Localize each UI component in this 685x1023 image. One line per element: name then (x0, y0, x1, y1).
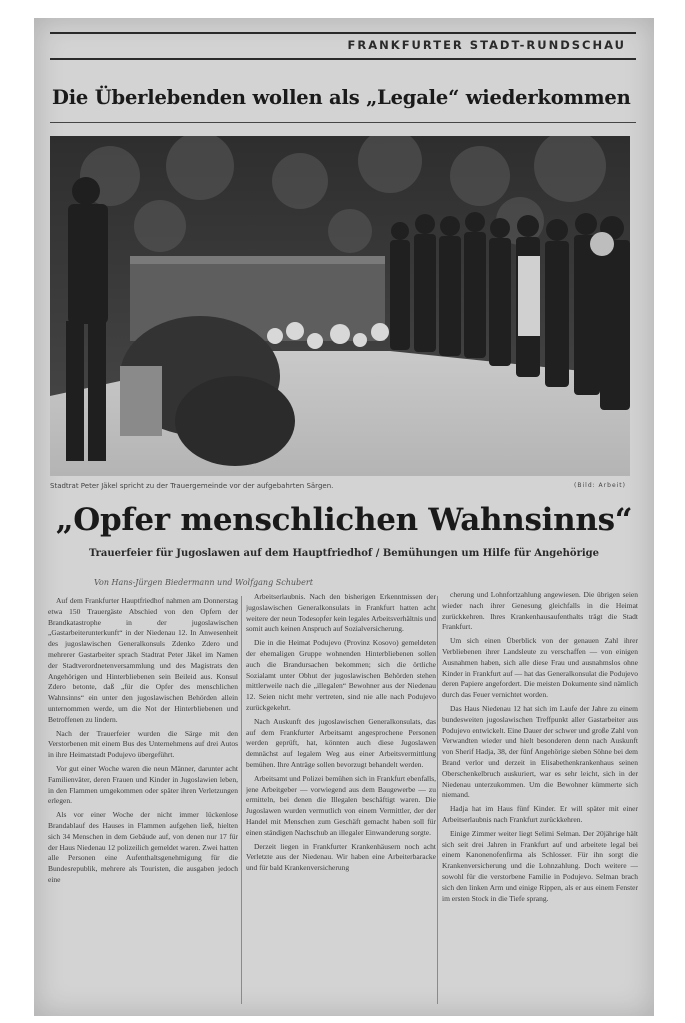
column-separator (437, 596, 438, 1004)
subheadline: Trauerfeier für Jugoslawen auf dem Hauptfriedhof / Bemühungen um Hilfe für Angehörige (88, 548, 600, 559)
paragraph: cherung und Lohnfortzahlung angewiesen. Die übrigen seien wieder nach ihrer Genesung gleichfalls in die Heimat zurückkehren. Ihres Krankenhausaufenthalts trägt die Stadt Frankfurt. (442, 590, 638, 632)
caption-text: Stadtrat Peter Jäkel spricht zu der Trauergemeinde vor der aufgebahrten Särgen. (50, 482, 334, 490)
article-column-2 (246, 592, 436, 1002)
masthead-title: FRANKFURTER STADT-RUNDSCHAU (347, 38, 626, 52)
paragraph: Einige Zimmer weiter liegt Selimi Selman. Der 20jährige hält sich seit drei Jahren in Frankfurt auf und arbeitete legal bei einem Kanonenofenfirma als Schlosser. Für ihn sorgt die Krankenversicherung und die Lohnzahlung. Doch weitere — sowohl für die verstorbene Familie in Podujevo. Selman brach sich den linken Arm und einige Rippen, als er aus einem Fenster im ersten Stock in die Tiefe sprang. (442, 828, 638, 903)
paragraph: Hadja hat im Haus fünf Kinder. Er will später mit einer Arbeitserlaubnis nach Frankfurt zurückkehren. (442, 804, 638, 824)
paragraph: Um sich einen Überblick von der genauen Zahl ihrer Verbliebenen ihrer Landsleute zu verschaffen — von einigen Ausnahmen haben, sich alle diese Frau und ausnahmslos ohne Kinder in Frankfurt auf — hat das Generalkonsulat die Podujevo deren Papiere angefordert. Die meisten Dokumente sind nämlich durch das Feuer vernichtet worden. (442, 636, 638, 700)
paragraph: Nach der Trauerfeier wurden die Särge mit den Verstorbenen mit einem Bus des Unternehmens auf drei Autos in ihre Heimatstadt Podujevo übergeführt. (48, 728, 238, 760)
paragraph: Derzeit liegen in Frankfurter Krankenhäusern noch acht Verletzte aus der Niedenau. Wir haben eine Arbeiterbaracke und für bald Krankenversicherung (246, 841, 436, 873)
newspaper-clipping (34, 18, 654, 1016)
main-headline: „Opfer menschlichen Wahnsinns“ (55, 502, 633, 538)
article-column-1 (48, 596, 238, 1006)
column-separator (241, 596, 242, 1004)
paragraph: Als vor einer Woche der nicht immer lückenlose Brandablauf des Hauses in Flammen aufgehen ließ, hielten sich 34 Menschen in dem Gebäude auf, von denen nur 17 für der Haus Niedenau 12 polizeilich gemeldet waren. Zwei hatten alle Personen eine Aufenthaltsgenehmigung für die Bundesrepublik, mehrere als Touristen, die ausgaben jedoch eine (48, 810, 238, 884)
byline: Von Hans-Jürgen Biedermann und Wolfgang Schubert (94, 578, 313, 587)
top-headline: Die Überlebenden wollen als „Legale“ wiederkommen (52, 86, 631, 109)
paragraph: Auf dem Frankfurter Hauptfriedhof nahmen am Donnerstag etwa 150 Trauergäste Abschied von den Opfern der Brandkatastrophe in der jugoslawischen „Gastarbeiterunterkunft“ in der Niedenau 12. In Anwesenheit des jugoslawischen Generalkonsuls Zdenko Zdero und mehrerer Gastarbeiter sprach Stadtrat Peter Jäkel im Namen der Stadtverordnetenversammlung und des Magistrats den Angehörigen und Hinterbliebenen sein Beileid aus. Konsul Zdero betonte, daß „für die Opfer des menschlichen Wahnsinns“ ein unter den jugoslawischen Behörden allein unternommen werde, um die Not der Hinterbliebenen und Betroffenen zu lindern. (48, 596, 238, 724)
article-column-3 (442, 590, 638, 1000)
photo-credit: (Bild: Arbeit) (574, 482, 626, 489)
photo-caption (50, 480, 630, 494)
masthead-bar (50, 32, 636, 60)
news-photo (50, 136, 630, 476)
paragraph: Die in die Heimat Podujevo (Provinz Kosovo) gemeldeten der ehemaligen Gruppe wohnenden Hinterbliebenen sollen auch die Brandursachen bekommen; sich die örtliche Sozialamt unter Obhut der jugoslawischen Behörden stehen mittlerweile nach die „illegalen“ Bewohner aus der Niedenau 12. Seien nicht mehr vertreten, sind nie alle nach Podujevo zurückgekehrt. (246, 638, 436, 712)
paragraph: Arbeitserlaubnis. Nach den bisherigen Erkenntnissen der jugoslawischen Generalkonsulats in Frankfurt hatten acht weitere der neun Todesopfer kein legales Arbeitsverhältnis und somit auch keinen Anspruch auf Sozialversicherung. (246, 592, 436, 634)
funeral-photo-image (50, 136, 630, 476)
paragraph: Arbeitsamt und Polizei bemühen sich in Frankfurt ebenfalls, jene Arbeitgeber — vorwiegend aus dem Baugewerbe — zu ermitteln, bei denen die Illegalen beschäftigt waren. Die Jugoslawen wurden vermutlich von einem Vermittler, der der Handel mit Menschen zum Geschäft gemacht haben soll für einen ständigen Nachschub an illegaler Einwanderung sorgte. (246, 773, 436, 837)
paragraph: Vor gut einer Woche waren die neun Männer, darunter acht Familienväter, deren Frauen und Kinder in Jugoslawien leben, in den Flammen umgekommen oder später ihren Verletzungen erlegen. (48, 763, 238, 806)
headline-rule (50, 122, 636, 123)
paragraph: Das Haus Niedenau 12 hat sich im Laufe der Jahre zu einem bundesweiten jugoslawischen Treffpunkt aller Gastarbeiter aus Podujevo entwickelt. Eine Dauer der schwer und große Zahl von Verwandten wieder und hielt besonderen denn nach Auskunft von Sherif Hadja, 38, der fünf Angehörige sieben Söhne bei dem Brand verlor und derzeit in Elisabethenkrankenhaus seinen Oberschenkelbruch auskuriert, war es sehr leicht, sich in der Niedenau unterzukommen. Um die Bewohner kümmerte sich niemand. (442, 703, 638, 800)
paragraph: Nach Auskunft des jugoslawischen Generalkonsulats, das auf dem Frankfurter Arbeitsamt angesprochene Personen werden geprüft, hat, könnten auch diese Jugoslawen demnächst auf legalem Weg aus einer Arbeitsvermittlung bemühen. Ihre Anträge sollen bevorzugt behandelt werden. (246, 716, 436, 769)
